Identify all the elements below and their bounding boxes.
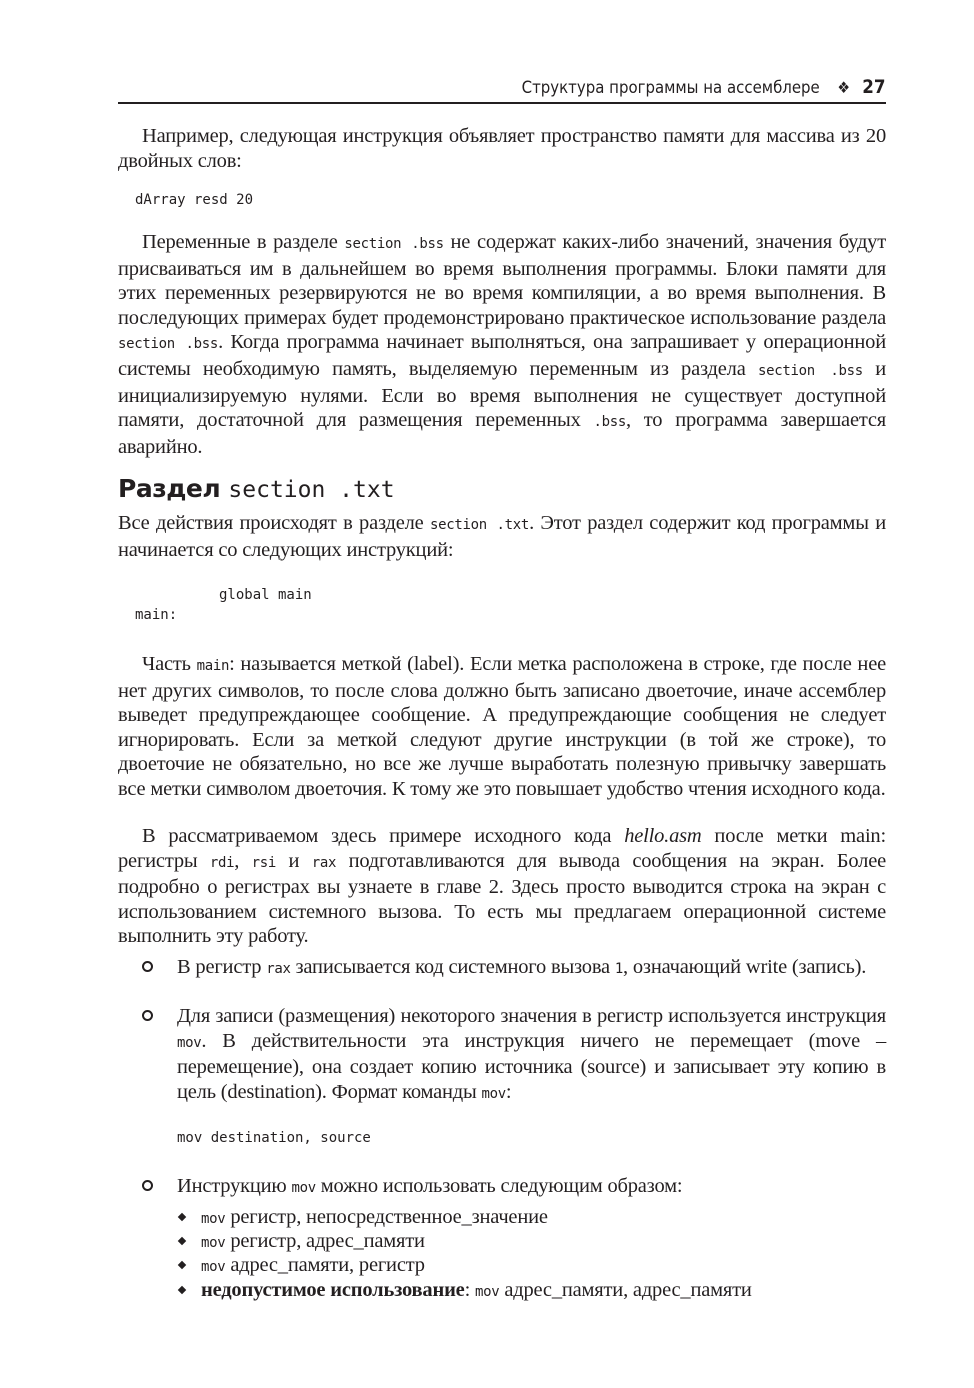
- inline-code: mov: [481, 1085, 506, 1102]
- header-rule: [118, 102, 886, 104]
- running-header: [522, 76, 886, 102]
- diamond-bullet-icon: [178, 1286, 186, 1294]
- diamond-bullet-icon: [178, 1213, 186, 1221]
- sub-list-item: mov регистр, адрес_памяти: [176, 1229, 886, 1256]
- inline-code: mov: [177, 1034, 202, 1051]
- diamond-bullet-icon: [178, 1237, 186, 1245]
- paragraph-hello-asm: В рассматриваемом здесь примере исходного кода hello.asm после метки main: регистры rdi, rsi и rax подготавливаются для вывода сообщения на экран. Более подробно о регистрах вы узнаете в главе 2. Здесь просто выводится строка на экран с использованием системного вызова. То есть мы предлагаем операционной системе выполнить эту работу.: [118, 825, 886, 948]
- diamond-bullet-icon: [178, 1261, 186, 1269]
- filename: hello.asm: [624, 825, 702, 847]
- paragraph-array-intro: Например, следующая инструкция объявляет пространство памяти для массива из 20 двойных слов:: [118, 125, 886, 172]
- inline-code: mov: [475, 1284, 500, 1300]
- sub-list-item: mov регистр, непосредственное_значение: [176, 1205, 886, 1232]
- inline-code: mov: [201, 1259, 226, 1275]
- inline-code: 1: [614, 961, 624, 977]
- inline-code: mov: [291, 1180, 316, 1196]
- list-item: В регистр rax записывается код системного вызова 1, означающий write (запись).: [142, 955, 886, 982]
- inline-code: section .bss: [118, 336, 219, 353]
- code-line-main-label: main:: [135, 607, 178, 623]
- paragraph-bss: Переменные в разделе section .bss не содержат каких-либо значений, значения будут присваиваться им в дальнейшем во время выполнения программы. Блоки памяти для этих переменных резервируются не во время компиляции, а во время выполнения. В последующих примерах будет продемонстрировано практическое использование раздела section .bss. Когда программа начинает выполняться, она запрашивает у операционной системы необходимую память, выделяемую переменным из раздела section .bss и инициализируемую нулями. Если во время выполнения не существует доступной памяти, достаточной для размещения переменных .bss, то программа завершается аварийно.: [118, 231, 887, 458]
- inline-code: section .bss: [344, 236, 444, 252]
- separator-diamond-icon: ❖: [837, 78, 851, 97]
- bold-label: недопустимое использование: [201, 1279, 465, 1301]
- page-number: 27: [862, 76, 886, 98]
- code-block-darray: dArray resd 20: [135, 192, 254, 208]
- inline-code: mov: [201, 1235, 226, 1251]
- paragraph-txt-section: Все действия происходят в разделе section .txt. Этот раздел содержит код программы и начинается со следующих инструкций:: [118, 512, 886, 561]
- circle-bullet-icon: [142, 961, 153, 972]
- inline-code: section .txt: [430, 517, 530, 533]
- list-item: Для записи (размещения) некоторого значения в регистр используется инструкция mov. В действительности эта инструкция ничего не перемещает (move – перемещение), она создает копию источника (source) и записывает эту копию в цель (destination). Формат команды mov:: [142, 1004, 886, 1106]
- heading-code: section .txt: [228, 477, 395, 503]
- circle-bullet-icon: [142, 1010, 153, 1021]
- sub-list-item: недопустимое использование: mov адрес_памяти, адрес_памяти: [176, 1278, 886, 1305]
- inline-code: main: [196, 658, 230, 674]
- code-block-mov-format: mov destination, source: [177, 1130, 371, 1146]
- inline-code: .bss: [593, 414, 627, 431]
- code-line-global-main: global main: [219, 587, 312, 603]
- inline-code: rax: [311, 854, 337, 871]
- list-item: Инструкцию mov можно использовать следующим образом:: [142, 1174, 886, 1201]
- inline-code: mov: [201, 1211, 226, 1227]
- sub-list-item: mov адрес_памяти, регистр: [176, 1253, 886, 1280]
- inline-code: rax: [266, 961, 291, 977]
- circle-bullet-icon: [142, 1180, 153, 1191]
- inline-code: rsi: [251, 854, 277, 871]
- paragraph-label: Часть main: называется меткой (label). Если метка расположена в строке, где после нее нет других символов, то после слова должно быть записано двоеточие, иначе ассемблер выведет предупреждающее сообщение. А предупреждающие сообщения не следует игнорировать. Если за меткой следуют другие инструкции (в той же строке), то двоеточие не обязательно, но все же лучше выработать полезную привычку завершать все метки символом двоеточия. К тому же это повышает удобство чтения исходного кода.: [118, 653, 886, 800]
- section-heading: Раздел section .txt: [118, 474, 395, 503]
- inline-code: section .bss: [757, 362, 863, 379]
- inline-code: rdi: [209, 854, 235, 871]
- running-title: Структура программы на ассемблере: [522, 78, 821, 98]
